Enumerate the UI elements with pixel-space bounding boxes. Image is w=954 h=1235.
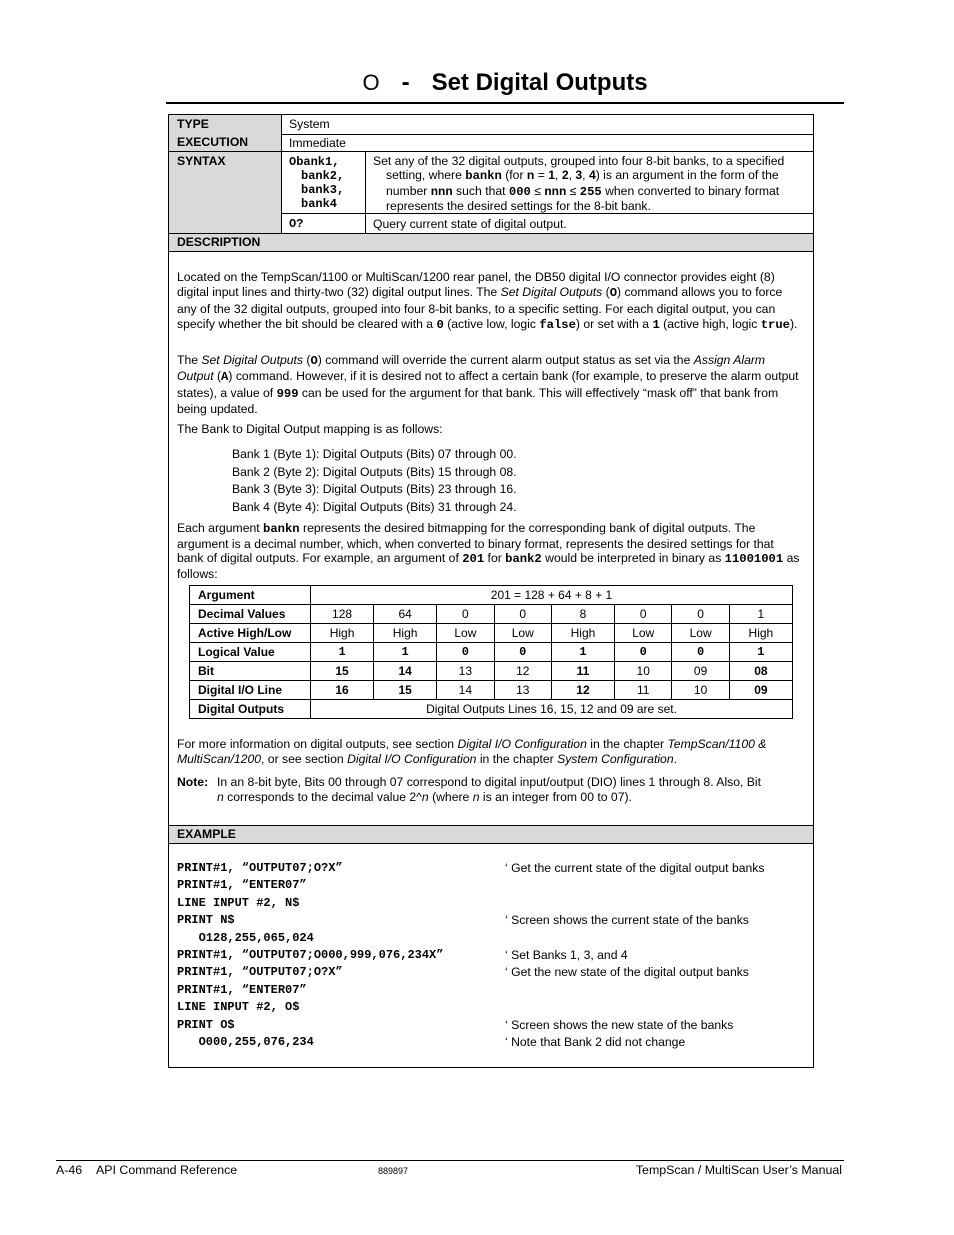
syntax-line: bank4 (301, 197, 338, 211)
code-term: 11001001 (724, 552, 784, 566)
table-cell: 0 (437, 643, 494, 662)
bank-mapping-item: Bank 4 (Byte 4): Digital Outputs (Bits) 31 through 24. (232, 499, 517, 514)
italic-term: n (421, 790, 429, 805)
table-cell: 11 (615, 681, 672, 700)
footer-rule (56, 1160, 844, 1161)
code-line: LINE INPUT #2, O$ (177, 1000, 300, 1015)
text-run: , or see section (261, 752, 348, 767)
table-cell: 10 (615, 662, 672, 681)
table-cell: 64 (374, 605, 437, 624)
code-line: PRINT#1, “ENTER07” (177, 982, 307, 997)
title-text: Set Digital Outputs (431, 69, 648, 96)
type-label: TYPE (169, 115, 281, 134)
page-title (166, 66, 844, 100)
execution-label: EXECUTION (169, 134, 281, 151)
table-cell: 1 (729, 643, 792, 662)
table-cell: 1 (311, 643, 374, 662)
text-run: Located on the TempScan/1100 or MultiScan/1200 rear panel, the DB50 digital I/O connector provides eight (8) digital input lines and thirty-two (32) digital output lines. The (177, 270, 775, 300)
table-cell: 0 (437, 605, 494, 624)
desc-paragraph-2 (177, 353, 803, 417)
syntax-line: Obank1, (289, 155, 340, 169)
row-label: Logical Value (190, 643, 311, 662)
type-row (169, 115, 813, 135)
syntax-form-2-desc: Query current state of digital output. (373, 217, 567, 231)
code-term: 999 (276, 386, 299, 401)
code-term: 201 (462, 552, 485, 566)
code-line: LINE INPUT #2, N$ (177, 895, 300, 910)
table-cell: 0 (615, 605, 672, 624)
italic-term: Digital I/O Configuration (347, 752, 477, 767)
text-run: . (673, 752, 677, 767)
code-line: PRINT#1, “ENTER07” (177, 878, 307, 893)
text-run: represents the desired bitmapping for the corresponding bank of digital outputs. The argument is a decimal number, which, when converted to binary format, represents the desired settings for that bank of digital outputs. For example, an argument of (177, 521, 774, 565)
code-line: O128,255,065,024 (177, 930, 314, 945)
table-cell: 15 (311, 662, 374, 681)
outputs-value: Digital Outputs Lines 16, 15, 12 and 09 are set. (311, 700, 793, 719)
table-row (190, 605, 793, 624)
argument-value: 201 = 128 + 64 + 8 + 1 (311, 586, 793, 605)
table-cell: Low (672, 624, 729, 643)
desc-line: Set any of the 32 digital outputs, grouped into four 8-bit banks, to a specified (373, 154, 785, 168)
code-line: PRINT#1, “OUTPUT07;O000,999,076,234X” (177, 948, 444, 962)
italic-term: Assign Alarm Output (177, 353, 766, 384)
code-line: PRINT O$ (177, 1017, 235, 1032)
text-run: is an integer from 00 to 07). (479, 790, 632, 805)
bank-mapping-item: Bank 1 (Byte 1): Digital Outputs (Bits) 07 through 00. (232, 447, 517, 461)
syntax-line: bank2, (301, 169, 345, 183)
bank-mapping-list (232, 446, 517, 516)
code-comment: ‘ Get the new state of the digital output banks (505, 965, 749, 980)
table-row (190, 586, 793, 605)
footer-section: API Command Reference (96, 1163, 238, 1177)
table-cell: 0 (672, 605, 729, 624)
italic-term: Digital I/O Configuration (457, 737, 587, 751)
desc-paragraph-5 (177, 737, 803, 768)
bank-mapping-item: Bank 2 (Byte 2): Digital Outputs (Bits) 15 through 08. (232, 464, 517, 479)
code-line: PRINT N$ (177, 913, 235, 928)
desc-line: represents the desired settings for the 8-bit bank. (386, 199, 651, 214)
text-run: for (484, 551, 506, 565)
code-term: false (539, 317, 576, 332)
text-run: (where (428, 790, 473, 805)
bit-mapping-table (189, 585, 793, 719)
command-letter: O (362, 70, 380, 95)
note-content (217, 775, 761, 804)
text-run: ) command. However, if it is desired not to affect a certain bank (for example, to preserve the alarm output states), a value of (177, 369, 799, 400)
table-cell: 16 (311, 681, 374, 700)
code-term: A (221, 370, 229, 385)
execution-row (169, 134, 813, 152)
table-cell: 14 (437, 681, 494, 700)
syntax-label: SYNTAX (169, 152, 281, 233)
table-cell: 12 (494, 662, 551, 681)
text-run: ( (303, 353, 311, 367)
text-run: ) command allows you to force any of the 32 digital outputs, grouped into four 8-bit banks, to a specific setting. For each digital output, you can specify whether the bit should be cleared with a (177, 285, 783, 331)
text-run: corresponds to the decimal value 2^ (223, 790, 422, 805)
title-rule (166, 102, 844, 104)
table-cell: 13 (494, 681, 551, 700)
italic-term: System Configuration (557, 752, 674, 767)
table-cell: Low (437, 624, 494, 643)
table-cell: Low (615, 624, 672, 643)
table-cell: 09 (729, 681, 792, 700)
table-row (190, 643, 793, 662)
code-term: bankn (263, 522, 300, 536)
row-label: Bit (190, 662, 311, 681)
code-comment: ‘ Screen shows the new state of the banks (505, 1017, 734, 1032)
desc-paragraph-3: The Bank to Digital Output mapping is as follows: (177, 422, 443, 436)
note-label: Note: (177, 775, 209, 789)
table-cell: 1 (374, 643, 437, 662)
syntax-form-2: O? (289, 217, 304, 231)
footer-manual-title: TempScan / MultiScan User’s Manual (635, 1163, 842, 1177)
note-text (177, 775, 763, 806)
italic-term: Set Digital Outputs (201, 353, 304, 367)
italic-term: Set Digital Outputs (500, 285, 603, 300)
table-row (190, 624, 793, 643)
code-term: O (609, 286, 618, 301)
execution-value: Immediate (289, 136, 346, 150)
text-run: In an 8-bit byte, Bits 00 through 07 correspond to digital input/output (DIO) lines 1 through 8. Also, Bit (217, 775, 762, 789)
footer-doc-number: 889897 (378, 1166, 409, 1176)
table-cell: Low (494, 624, 551, 643)
table-cell: High (374, 624, 437, 643)
table-row (190, 700, 793, 719)
code-comment: ‘ Get the current state of the digital output banks (505, 861, 765, 875)
text-run: (active high, logic (659, 316, 761, 331)
code-line: O000,255,076,234 (177, 1035, 314, 1049)
text-run: ). (789, 316, 798, 331)
text-run: ) or set with a (575, 316, 653, 331)
code-line: PRINT#1, “OUTPUT07;O?X” (177, 965, 343, 980)
table-cell: 10 (672, 681, 729, 700)
italic-term: n (472, 790, 480, 805)
table-cell: 0 (672, 643, 729, 662)
table-cell: 15 (374, 681, 437, 700)
text-run: would be interpreted in binary as (541, 551, 725, 565)
note (177, 775, 803, 806)
example-header (169, 825, 813, 844)
text-run: as follows: (177, 551, 800, 581)
table-cell: 0 (494, 605, 551, 624)
text-run: in the chapter (476, 752, 558, 767)
syntax-form-1-desc (373, 154, 809, 214)
desc-line: number nnn such that 000 ≤ nnn ≤ 255 when converted to binary format (386, 183, 780, 199)
table-cell: 12 (551, 681, 614, 700)
italic-term: n (217, 790, 224, 805)
table-cell: 11 (551, 662, 614, 681)
table-cell: 0 (615, 643, 672, 662)
label-divider (281, 115, 282, 233)
text-run: For more information on digital outputs, see section (177, 737, 458, 751)
code-comment: ‘ Note that Bank 2 did not change (505, 1035, 686, 1049)
description-header (169, 234, 813, 252)
code-term: 1 (652, 317, 660, 332)
row-label: Active High/Low (190, 624, 311, 643)
code-comment: ‘ Screen shows the current state of the banks (505, 913, 749, 928)
desc-paragraph-4 (177, 521, 803, 581)
syntax-form-1 (289, 155, 344, 211)
text-run: Each argument (177, 521, 264, 535)
table-row (190, 681, 793, 700)
title-dash: - (401, 69, 410, 96)
table-cell: 128 (311, 605, 374, 624)
text-run: ( (213, 369, 222, 384)
command-box (168, 114, 814, 1068)
table-cell: 1 (729, 605, 792, 624)
italic-term: TempScan/1100 & MultiScan/1200 (177, 737, 767, 767)
syntax-line: bank3, (301, 183, 345, 197)
text-run: ) command will override the current alarm output status as set via the (317, 353, 694, 367)
text-run: in the chapter (586, 737, 668, 751)
description-label: DESCRIPTION (177, 235, 261, 249)
bank-mapping-item: Bank 3 (Byte 3): Digital Outputs (Bits) 23 through 16. (232, 482, 517, 496)
example-label: EXAMPLE (177, 827, 236, 841)
code-term: bank2 (505, 552, 542, 566)
desc-line: setting, where bankn (for n = 1, 2, 3, 4) is an argument in the form of the (386, 168, 779, 184)
code-comment: ‘ Set Banks 1, 3, and 4 (505, 948, 628, 962)
code-term: 0 (436, 317, 444, 332)
table-cell: 0 (494, 643, 551, 662)
syntax-divider (365, 152, 366, 233)
table-cell: High (729, 624, 792, 643)
table-cell: 13 (437, 662, 494, 681)
table-cell: 08 (729, 662, 792, 681)
type-value: System (289, 117, 330, 131)
desc-paragraph-1 (177, 270, 803, 333)
argument-label: Argument (190, 586, 311, 605)
table-cell: 8 (551, 605, 614, 624)
code-term: true (760, 317, 790, 332)
text-run: can be used for the argument for that bank. This will effectively “mask off” that bank from being updated. (177, 385, 779, 416)
footer-page: A-46 (56, 1163, 83, 1177)
table-cell: High (551, 624, 614, 643)
row-label: Digital I/O Line (190, 681, 311, 700)
table-cell: High (311, 624, 374, 643)
code-term: O (310, 354, 318, 368)
table-cell: 1 (551, 643, 614, 662)
outputs-label: Digital Outputs (190, 700, 311, 719)
text-run: The (177, 353, 202, 367)
row-label: Decimal Values (190, 605, 311, 624)
table-row (190, 662, 793, 681)
text-run: ( (602, 285, 610, 300)
code-line: PRINT#1, “OUTPUT07;O?X” (177, 861, 343, 875)
table-cell: 09 (672, 662, 729, 681)
table-cell: 14 (374, 662, 437, 681)
text-run: (active low, logic (443, 316, 540, 331)
